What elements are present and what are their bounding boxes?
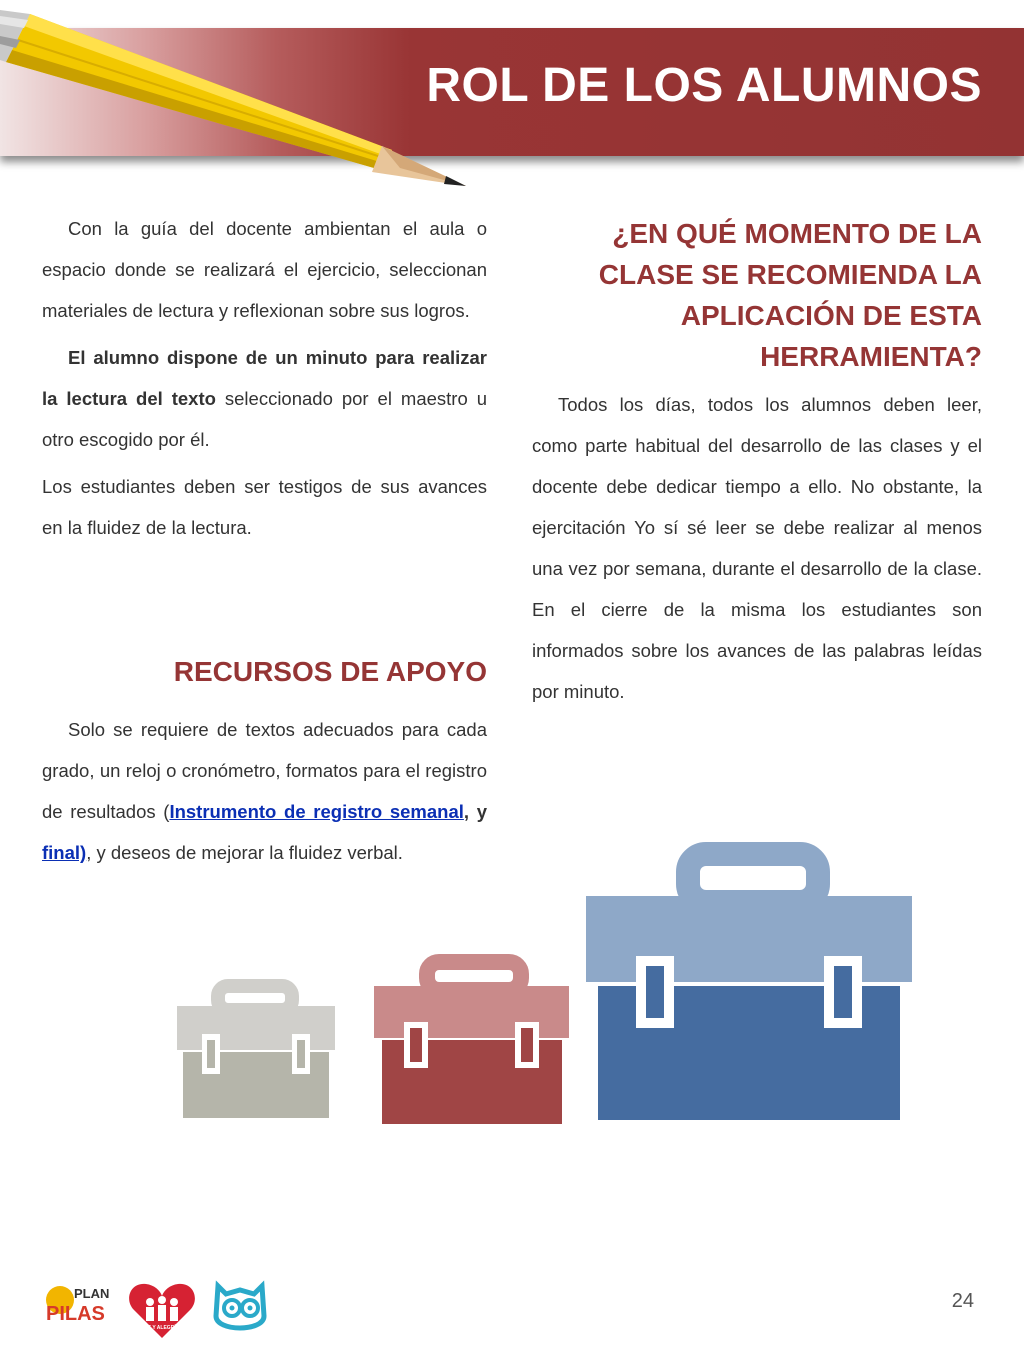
logo-fe-text: FE Y ALEGRÍA bbox=[144, 1325, 180, 1331]
final-link[interactable]: final) bbox=[42, 842, 87, 863]
pencil-icon bbox=[0, 0, 480, 200]
question-heading: ¿EN QUÉ MOMENTO DE LA CLASE SE RECOMIENDA LA APLICACIÓN DE ESTA HERRAMIENTA? bbox=[598, 218, 982, 372]
separator-text: , y bbox=[463, 801, 487, 822]
toolboxes-illustration bbox=[0, 800, 1024, 1160]
toolbox-icon-blue bbox=[586, 854, 912, 1120]
toolbox-icon-red bbox=[374, 962, 569, 1124]
logo-plan-text: PLAN bbox=[74, 1286, 110, 1301]
fe-y-alegria-logo bbox=[129, 1284, 195, 1338]
right-column bbox=[532, 384, 982, 718]
page-title: ROL DE LOS ALUMNOS bbox=[426, 59, 982, 112]
left-column bbox=[42, 208, 487, 554]
footer-logos bbox=[40, 1276, 280, 1342]
recursos-heading: RECURSOS DE APOYO bbox=[173, 656, 487, 687]
plan-pilas-logo bbox=[46, 1286, 109, 1325]
paragraph-minuto bbox=[42, 337, 487, 460]
logo-pilas-text: PILAS bbox=[46, 1303, 105, 1325]
instrumento-link[interactable]: Instrumento de registro semanal bbox=[169, 801, 464, 822]
owl-logo bbox=[216, 1286, 264, 1328]
bold-text: El alumno dispone de un minuto para realizar la lectura del texto bbox=[42, 347, 487, 409]
page-number: 24 bbox=[951, 1290, 974, 1312]
toolbox-icon-gray bbox=[177, 986, 335, 1118]
paragraph-text: Solo se requiere de textos adecuados para cada grado, un reloj o cronómetro, formatos para el registro de resultados ( bbox=[42, 719, 487, 822]
paragraph-text: seleccionado por el maestro u otro escogido por él. bbox=[42, 388, 487, 450]
paragraph-ambientan: Con la guía del docente ambientan el aula o espacio donde se realizará el ejercicio, seleccionan materiales de lectura y reflexionan sobre sus logros. bbox=[42, 218, 487, 321]
paragraph-testigos: Los estudiantes deben ser testigos de sus avances en la fluidez de la lectura. bbox=[42, 476, 487, 538]
paragraph-todos-los-dias: Todos los días, todos los alumnos deben leer, como parte habitual del desarrollo de las clases y el docente debe dedicar tiempo a ello. No obstante, la ejercitación Yo sí sé leer se debe realizar al menos una vez por semana, durante el desarrollo de la clase. En el cierre de la misma los estudiantes son informados sobre los avances de las palabras leídas por minuto. bbox=[532, 394, 982, 702]
paragraph-text: , y deseos de mejorar la fluidez verbal. bbox=[86, 842, 403, 863]
